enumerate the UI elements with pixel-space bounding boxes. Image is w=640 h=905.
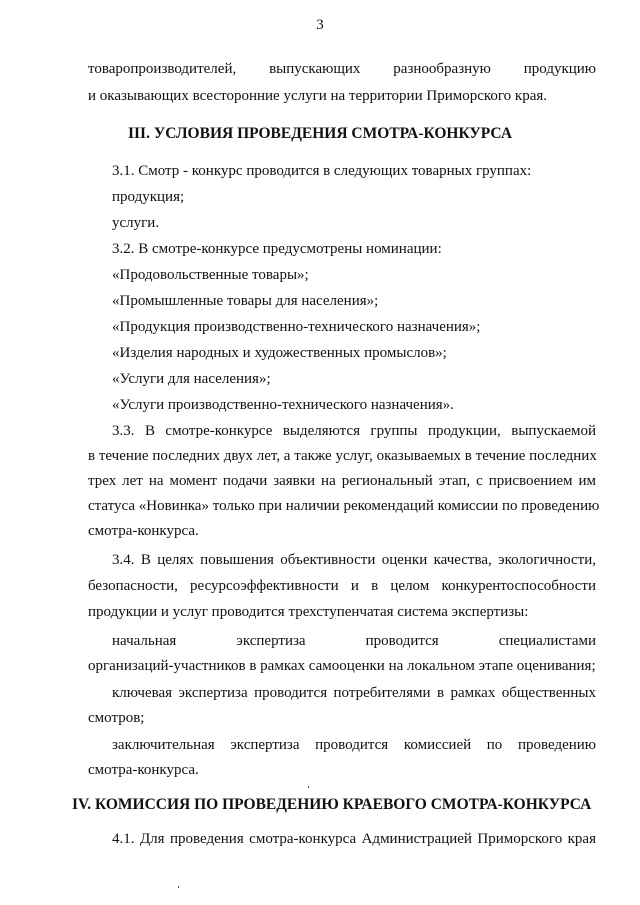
paragraph-3-1: 3.1. Смотр - конкурс проводится в следующих товарных группах: bbox=[112, 163, 532, 179]
paragraph-3-3-line: статуса «Новинка» только при наличии рекомендаций комиссии по проведению bbox=[88, 498, 600, 514]
paragraph-3-3-line: смотра-конкурса. bbox=[88, 523, 199, 539]
paragraph-3-4-line: безопасности, ресурсоэффективности и в целом конкурентоспособности bbox=[88, 578, 596, 594]
paragraph-3-4-line: 3.4. В целях повышения объективности оценки качества, экологичности, bbox=[112, 552, 596, 568]
expertise-initial-line: начальная экспертиза проводится специалистами bbox=[112, 633, 596, 649]
nomination-item: «Продукция производственно-технического назначения»; bbox=[112, 319, 481, 335]
expertise-final-line: смотра-конкурса. bbox=[88, 762, 199, 778]
paragraph-4-1-line: 4.1. Для проведения смотра-конкурса Администрацией Приморского края bbox=[112, 831, 596, 847]
paragraph-3-4-line: продукции и услуг проводится трехступенчатая система экспертизы: bbox=[88, 604, 529, 620]
expertise-initial-line: организаций-участников в рамках самооценки на локальном этапе оценивания; bbox=[88, 658, 596, 674]
nomination-item: «Услуги производственно-технического назначения». bbox=[112, 397, 454, 413]
text-line: товаропроизводителей, выпускающих разнообразную продукцию bbox=[88, 61, 596, 77]
list-item: продукция; bbox=[112, 189, 185, 205]
section-heading: IV. КОМИССИЯ ПО ПРОВЕДЕНИЮ КРАЕВОГО СМОТРА-КОНКУРСА bbox=[72, 796, 592, 813]
expertise-key-line: ключевая экспертиза проводится потребителями в рамках общественных bbox=[112, 685, 596, 701]
scan-speck bbox=[178, 886, 179, 888]
paragraph-3-3-line: 3.3. В смотре-конкурсе выделяются группы продукции, выпускаемой bbox=[112, 423, 596, 439]
page-number: 3 bbox=[316, 17, 324, 33]
expertise-key-line: смотров; bbox=[88, 710, 145, 726]
paragraph-3-3-line: трех лет на момент подачи заявки на региональный этап, с присвоением им bbox=[88, 473, 596, 489]
paragraph-3-3-line: в течение последних двух лет, а также услуг, оказываемых в течение последних bbox=[88, 448, 597, 464]
section-heading: III. УСЛОВИЯ ПРОВЕДЕНИЯ СМОТРА-КОНКУРСА bbox=[127, 125, 513, 142]
nomination-item: «Промышленные товары для населения»; bbox=[112, 293, 379, 309]
expertise-final-line: заключительная экспертиза проводится комиссией по проведению bbox=[112, 737, 596, 753]
nomination-item: «Изделия народных и художественных промыслов»; bbox=[112, 345, 447, 361]
paragraph-3-2: 3.2. В смотре-конкурсе предусмотрены номинации: bbox=[112, 241, 442, 257]
list-item: услуги. bbox=[112, 215, 160, 231]
scan-speck bbox=[308, 786, 309, 788]
nomination-item: «Услуги для населения»; bbox=[112, 371, 271, 387]
text-line: и оказывающих всесторонние услуги на территории Приморского края. bbox=[88, 88, 548, 104]
nomination-item: «Продовольственные товары»; bbox=[112, 267, 309, 283]
